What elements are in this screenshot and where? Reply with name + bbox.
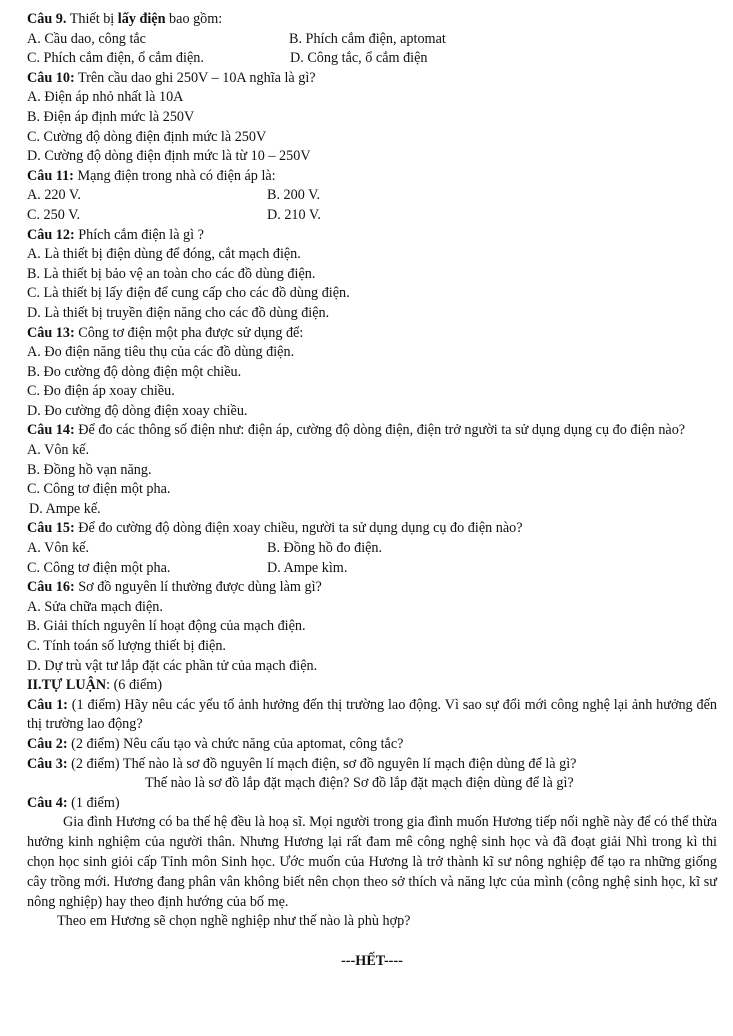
option-a: A. Sửa chữa mạch điện.	[27, 598, 163, 615]
option-d: D. Ampe kìm.	[267, 559, 348, 576]
essay-question-3	[27, 755, 717, 775]
question-label: Câu 1:	[27, 696, 68, 713]
question-text: (2 điểm) Nêu cấu tạo và chức năng của aptomat, công tắc?	[67, 735, 404, 752]
option-d: D. Dự trù vật tư lắp đặt các phần tử của mạch điện.	[27, 657, 318, 674]
question-label: Câu 9.	[27, 11, 67, 27]
option-c: C. Công tơ điện một pha.	[27, 481, 171, 498]
question-text: Để đo cường độ dòng điện xoay chiều, người ta sử dụng dụng cụ đo điện nào?	[74, 520, 523, 537]
question-text: Công tơ điện một pha được sử dụng để:	[74, 324, 304, 341]
option-c: C. 250 V.	[27, 206, 81, 223]
question-label: Câu 3:	[27, 755, 68, 772]
question-12	[27, 226, 717, 246]
option-b: B. Đo cường độ dòng điện một chiều.	[27, 363, 242, 380]
question-text: Trên cầu dao ghi 250V – 10A nghĩa là gì?	[74, 69, 316, 86]
essay-4-scenario: Gia đình Hương có ba thế hệ đều là hoạ sĩ. Mọi người trong gia đình muốn Hương tiếp nối nghề này để có thể thừa hưởng kinh nghiệm của người thân. Nhưng Hương lại rất đam mê công nghệ sinh học và đã đoạt giải Nhì trong kì thi chọn học sinh giỏi cấp Tỉnh môn Sinh học. Ước muốn của Hương là trở thành kĩ sư nông nghiệp để tạo ra những giống cây trồng mới. Hương đang phân vân không biết nên chọn theo sở thích và năng lực của mình (công nghệ sinh học, kĩ sư nông nghiệp) hay theo định hướng của bố mẹ.	[27, 814, 717, 910]
question-text: Để đo các thông số điện như: điện áp, cường độ dòng điện, điện trở người ta sử dụng dụng cụ đo điện nào?	[74, 422, 686, 439]
option-b: B. Giải thích nguyên lí hoạt động của mạch điện.	[27, 618, 306, 635]
option-b: B. 200 V.	[267, 187, 321, 204]
question-text: Thiết bị	[66, 11, 118, 27]
option-c: C. Công tơ điện một pha.	[27, 559, 171, 576]
question-15-options-ab	[27, 539, 717, 559]
question-label: Câu 14:	[27, 422, 75, 439]
question-13	[27, 324, 717, 344]
option-b: B. Là thiết bị bảo vệ an toàn cho các đồ dùng điện.	[27, 265, 316, 282]
question-11-options-cd	[27, 206, 717, 226]
question-15-options-cd	[27, 559, 717, 579]
question-text: Sơ đồ nguyên lí thường được dùng làm gì?	[74, 579, 322, 596]
question-10	[27, 69, 717, 89]
option-c: C. Tính toán số lượng thiết bị điện.	[27, 638, 226, 654]
question-label: Câu 12:	[27, 226, 75, 243]
option-c: C. Là thiết bị lấy điện để cung cấp cho các đồ dùng điện.	[27, 285, 350, 302]
essay-question-1	[27, 696, 717, 735]
essay-question-2	[27, 735, 717, 755]
question-text: (1 điểm) Hãy nêu các yếu tố ảnh hưởng đến thị trường lao động. Vì sao sự đổi mới công nghệ lại ảnh hưởng đến thị trường lao động?	[27, 696, 717, 733]
question-bold-text: lấy điện	[117, 11, 166, 27]
section-points: : (6 điểm)	[106, 677, 163, 694]
option-d: D. 210 V.	[267, 206, 321, 223]
essay-question-4	[27, 794, 717, 814]
option-d: D. Cường độ dòng điện định mức là từ 10 – 250V	[27, 148, 311, 165]
question-label: Câu 16:	[27, 579, 75, 596]
option-b: B. Điện áp định mức là 250V	[27, 108, 195, 125]
option-a: A. 220 V.	[27, 187, 81, 204]
option-d: D. Công tắc, ổ cắm điện	[290, 50, 428, 67]
option-c: C. Cường độ dòng điện định mức là 250V	[27, 128, 267, 145]
question-label: Câu 10:	[27, 69, 75, 86]
question-9-options-cd	[27, 49, 717, 69]
section-label: II.TỰ LUẬN	[27, 677, 107, 694]
option-a: A. Điện áp nhỏ nhất là 10A	[27, 89, 184, 106]
question-9	[27, 10, 717, 30]
question-label: Câu 13:	[27, 324, 75, 341]
question-text: (2 điểm) Thế nào là sơ đồ nguyên lí mạch điện, sơ đồ nguyên lí mạch điện dùng để là gì?	[67, 755, 577, 772]
essay-4-prompt: Theo em Hương sẽ chọn nghề nghiệp như thế nào là phù hợp?	[57, 913, 411, 930]
option-a: A. Cầu dao, công tắc	[27, 30, 146, 47]
question-9-options-ab	[27, 30, 717, 50]
option-a: A. Vôn kế.	[27, 540, 90, 557]
option-b: B. Phích cắm điện, aptomat	[289, 30, 446, 47]
essay-question-3-continued: Thế nào là sơ đồ lắp đặt mạch điện? Sơ đồ lắp đặt mạch điện dùng để là gì?	[145, 775, 574, 792]
question-label: Câu 2:	[27, 735, 68, 752]
end-marker: ---HẾT----	[341, 952, 403, 969]
section-heading	[27, 676, 717, 696]
option-a: A. Đo điện năng tiêu thụ của các đồ dùng điện.	[27, 344, 295, 361]
option-d: D. Ampe kế.	[29, 500, 101, 517]
question-points: (1 điểm)	[67, 794, 120, 811]
question-label: Câu 4:	[27, 794, 68, 811]
question-15	[27, 519, 717, 539]
question-text-end: bao gồm:	[165, 11, 223, 27]
question-label: Câu 15:	[27, 520, 75, 537]
exam-page	[27, 10, 717, 972]
option-a: A. Vôn kế.	[27, 442, 90, 459]
option-c: C. Đo điện áp xoay chiều.	[27, 383, 175, 400]
question-11-options-ab	[27, 186, 717, 206]
question-text: Mạng điện trong nhà có điện áp là:	[73, 167, 276, 184]
question-14	[27, 421, 717, 441]
question-text: Phích cắm điện là gì ?	[74, 226, 204, 243]
option-c: C. Phích cắm điện, ổ cắm điện.	[27, 50, 204, 67]
question-label: Câu 11:	[27, 167, 74, 184]
option-a: A. Là thiết bị điện dùng để đóng, cắt mạch điện.	[27, 246, 301, 263]
option-d: D. Đo cường độ dòng điện xoay chiều.	[27, 402, 248, 419]
option-d: D. Là thiết bị truyền điện năng cho các đồ dùng điện.	[27, 304, 330, 321]
question-11	[27, 167, 717, 187]
option-b: B. Đồng hồ đo điện.	[267, 540, 383, 557]
question-16	[27, 578, 717, 598]
option-b: B. Đồng hồ vạn năng.	[27, 461, 152, 478]
